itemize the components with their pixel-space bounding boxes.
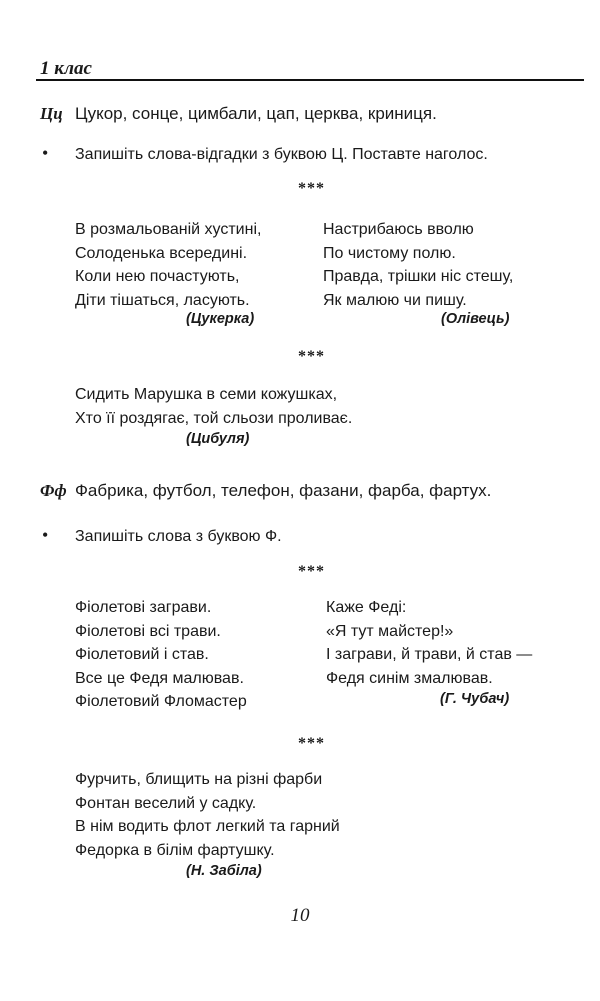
riddle-line: Діти тішаться, ласують. bbox=[75, 291, 250, 309]
separator-stars: *** bbox=[298, 180, 325, 197]
riddle-answer: (Олівець) bbox=[441, 311, 510, 327]
running-header: 1 клас bbox=[40, 58, 92, 79]
separator-stars: *** bbox=[298, 563, 325, 580]
poem-right bbox=[326, 596, 532, 690]
poem-line: Фіолетові заграви. bbox=[75, 599, 212, 616]
riddle-line: Як малюю чи пишу. bbox=[323, 291, 467, 309]
letter-pair-c: Цц bbox=[40, 104, 63, 123]
poem-line: Фіолетові всі трави. bbox=[75, 622, 221, 640]
poem-line: В нім водить флот легкий та гарний bbox=[75, 818, 340, 835]
separator-stars: *** bbox=[298, 348, 325, 365]
riddle-line: По чистому полю. bbox=[323, 244, 456, 262]
riddle-line: Правда, трішки ніс стешу, bbox=[323, 268, 514, 285]
bullet-icon: • bbox=[42, 143, 49, 163]
poem-line: Фіолетовий і став. bbox=[75, 646, 209, 663]
riddle-answer: (Цибуля) bbox=[186, 431, 250, 447]
poem-line: «Я тут майстер!» bbox=[326, 622, 454, 640]
poem-author: (Г. Чубач) bbox=[440, 691, 510, 707]
poem-line: Все це Федя малював. bbox=[75, 669, 244, 687]
riddle-line: Сидить Марушка в семи кожушках, bbox=[75, 386, 338, 403]
page-number: 10 bbox=[290, 905, 310, 926]
letter-pair-f: Фф bbox=[40, 481, 67, 500]
riddle-line: Настрибаюсь вволю bbox=[323, 221, 474, 238]
task-c: Запишіть слова-відгадки з буквою Ц. Поставте наголос. bbox=[75, 146, 488, 163]
riddle-line: Коли нею почастують, bbox=[75, 268, 240, 285]
poem-line: Фонтан веселий у садку. bbox=[75, 794, 257, 812]
word-list-c: Цукор, сонце, цимбали, цап, церква, криниця. bbox=[75, 104, 437, 123]
poem-line: Фіолетовий Фломастер bbox=[75, 693, 247, 710]
task-f: Запишіть слова з буквою Ф. bbox=[75, 528, 282, 545]
riddle-line: Хто її роздягає, той сльози проливає. bbox=[75, 409, 353, 427]
poem-line: Фурчить, блищить на різні фарби bbox=[75, 771, 323, 788]
riddle-left bbox=[75, 218, 261, 312]
poem-bottom bbox=[75, 768, 340, 862]
poem-line: Федя синім змалював. bbox=[326, 669, 493, 687]
riddle-line: В розмальованій хустині, bbox=[75, 221, 262, 238]
word-list-f: Фабрика, футбол, телефон, фазани, фарба, фартух. bbox=[75, 481, 492, 500]
riddle-answer: (Цукерка) bbox=[186, 311, 255, 327]
riddle-bottom bbox=[75, 383, 352, 430]
poem-line: Федорка в білім фартушку. bbox=[75, 841, 275, 859]
bullet-icon: • bbox=[42, 525, 49, 545]
poem-left bbox=[75, 596, 247, 714]
poem-line: Каже Феді: bbox=[326, 599, 407, 616]
poem-author: (Н. Забіла) bbox=[186, 863, 262, 879]
header-rule bbox=[36, 79, 584, 81]
poem-line: І заграви, й трави, й став — bbox=[326, 646, 533, 663]
separator-stars: *** bbox=[298, 735, 325, 752]
riddle-right bbox=[323, 218, 513, 312]
riddle-line: Солоденька всередині. bbox=[75, 244, 248, 262]
